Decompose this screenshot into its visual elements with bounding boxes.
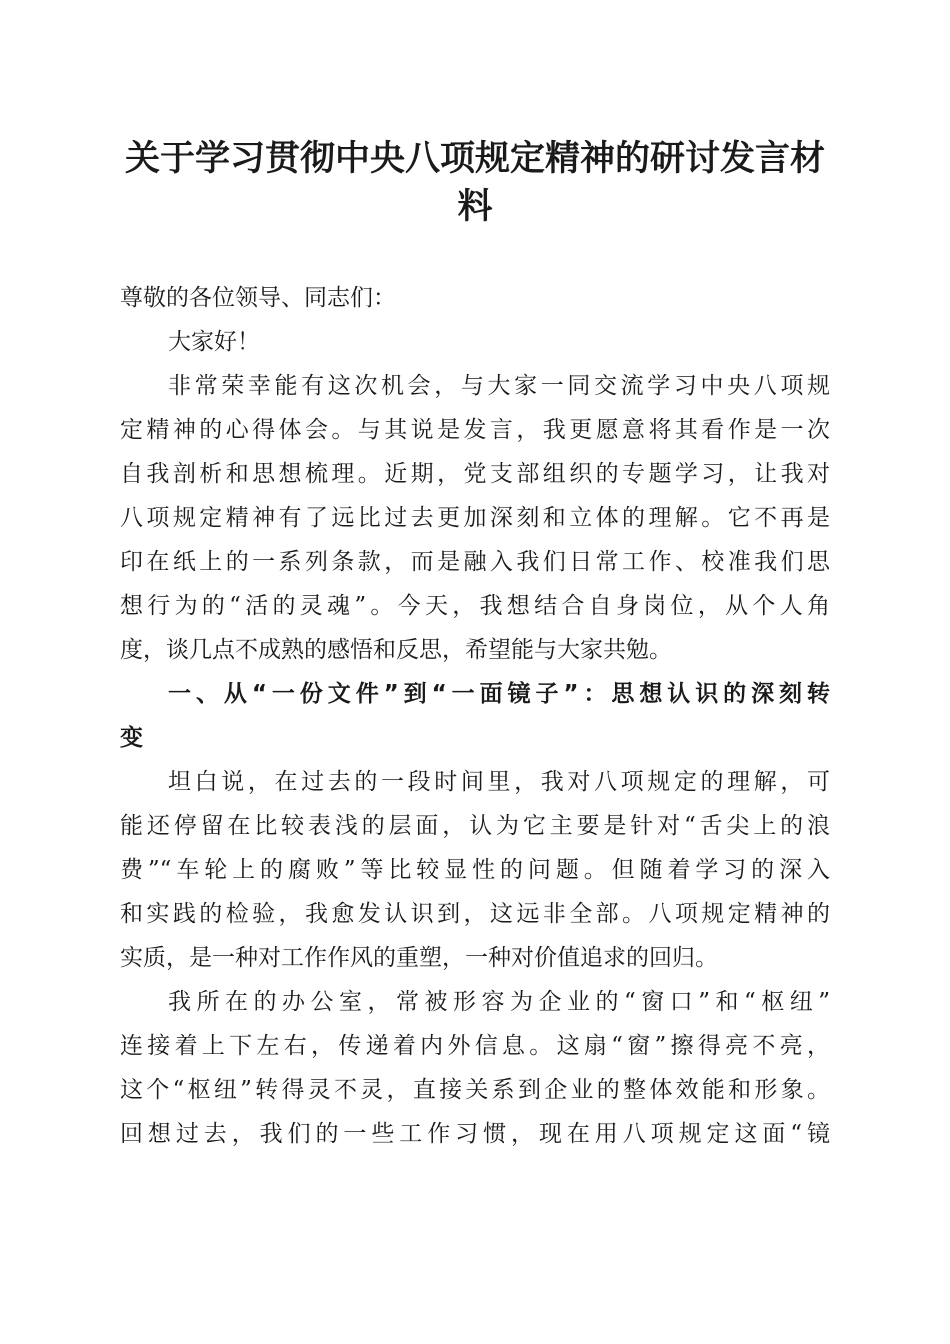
paragraph-line: 非常荣幸能有这次机会，与大家一同交流学习中央八项规 [168,373,830,399]
heading-line: 一、从“一份文件”到“一面镜子”：思想认识的深刻转 [168,681,830,707]
paragraph-line: 这个“枢纽”转得灵不灵，直接关系到企业的整体效能和形象。 [120,1077,830,1103]
paragraph-2 [120,760,830,980]
section-heading-1 [120,672,830,760]
paragraph-line: 八项规定精神有了远比过去更加深刻和立体的理解。它不再是 [120,505,830,531]
paragraph-line: 能还停留在比较表浅的层面，认为它主要是针对“舌尖上的浪 [120,813,830,839]
paragraph-3 [120,980,830,1156]
paragraph-line: 连接着上下左右，传递着内外信息。这扇“窗”擦得亮不亮， [120,1033,830,1059]
greeting: 大家好！ [168,329,260,355]
document-title [100,135,850,231]
paragraph-line: 度，谈几点不成熟的感悟和反思，希望能与大家共勉。 [120,637,672,663]
paragraph-1 [120,364,830,672]
paragraph-line: 实质，是一种对工作作风的重塑，一种对价值追求的回归。 [120,945,718,971]
document-body [120,276,830,1156]
paragraph-line: 我所在的办公室，常被形容为企业的“窗口”和“枢纽” [168,989,830,1015]
salutation: 尊敬的各位领导、同志们： [120,285,396,311]
paragraph-line: 自我剖析和思想梳理。近期，党支部组织的专题学习，让我对 [120,461,830,487]
paragraph-line: 坦白说，在过去的一段时间里，我对八项规定的理解，可 [168,769,830,795]
title-line: 关于学习贯彻中央八项规定精神的研讨发言材 [124,138,825,179]
paragraph-line: 回想过去，我们的一些工作习惯，现在用八项规定这面“镜 [120,1121,830,1147]
paragraph-line: 和实践的检验，我愈发认识到，这远非全部。八项规定精神的 [120,901,830,927]
paragraph-line: 费”“车轮上的腐败”等比较显性的问题。但随着学习的深入 [120,857,830,883]
title-line: 料 [457,186,493,227]
paragraph-line: 定精神的心得体会。与其说是发言，我更愿意将其看作是一次 [120,417,830,443]
paragraph-line: 想行为的“活的灵魂”。今天，我想结合自身岗位，从个人角 [120,593,830,619]
heading-line: 变 [120,725,143,751]
paragraph-line: 印在纸上的一系列条款，而是融入我们日常工作、校准我们思 [120,549,830,575]
